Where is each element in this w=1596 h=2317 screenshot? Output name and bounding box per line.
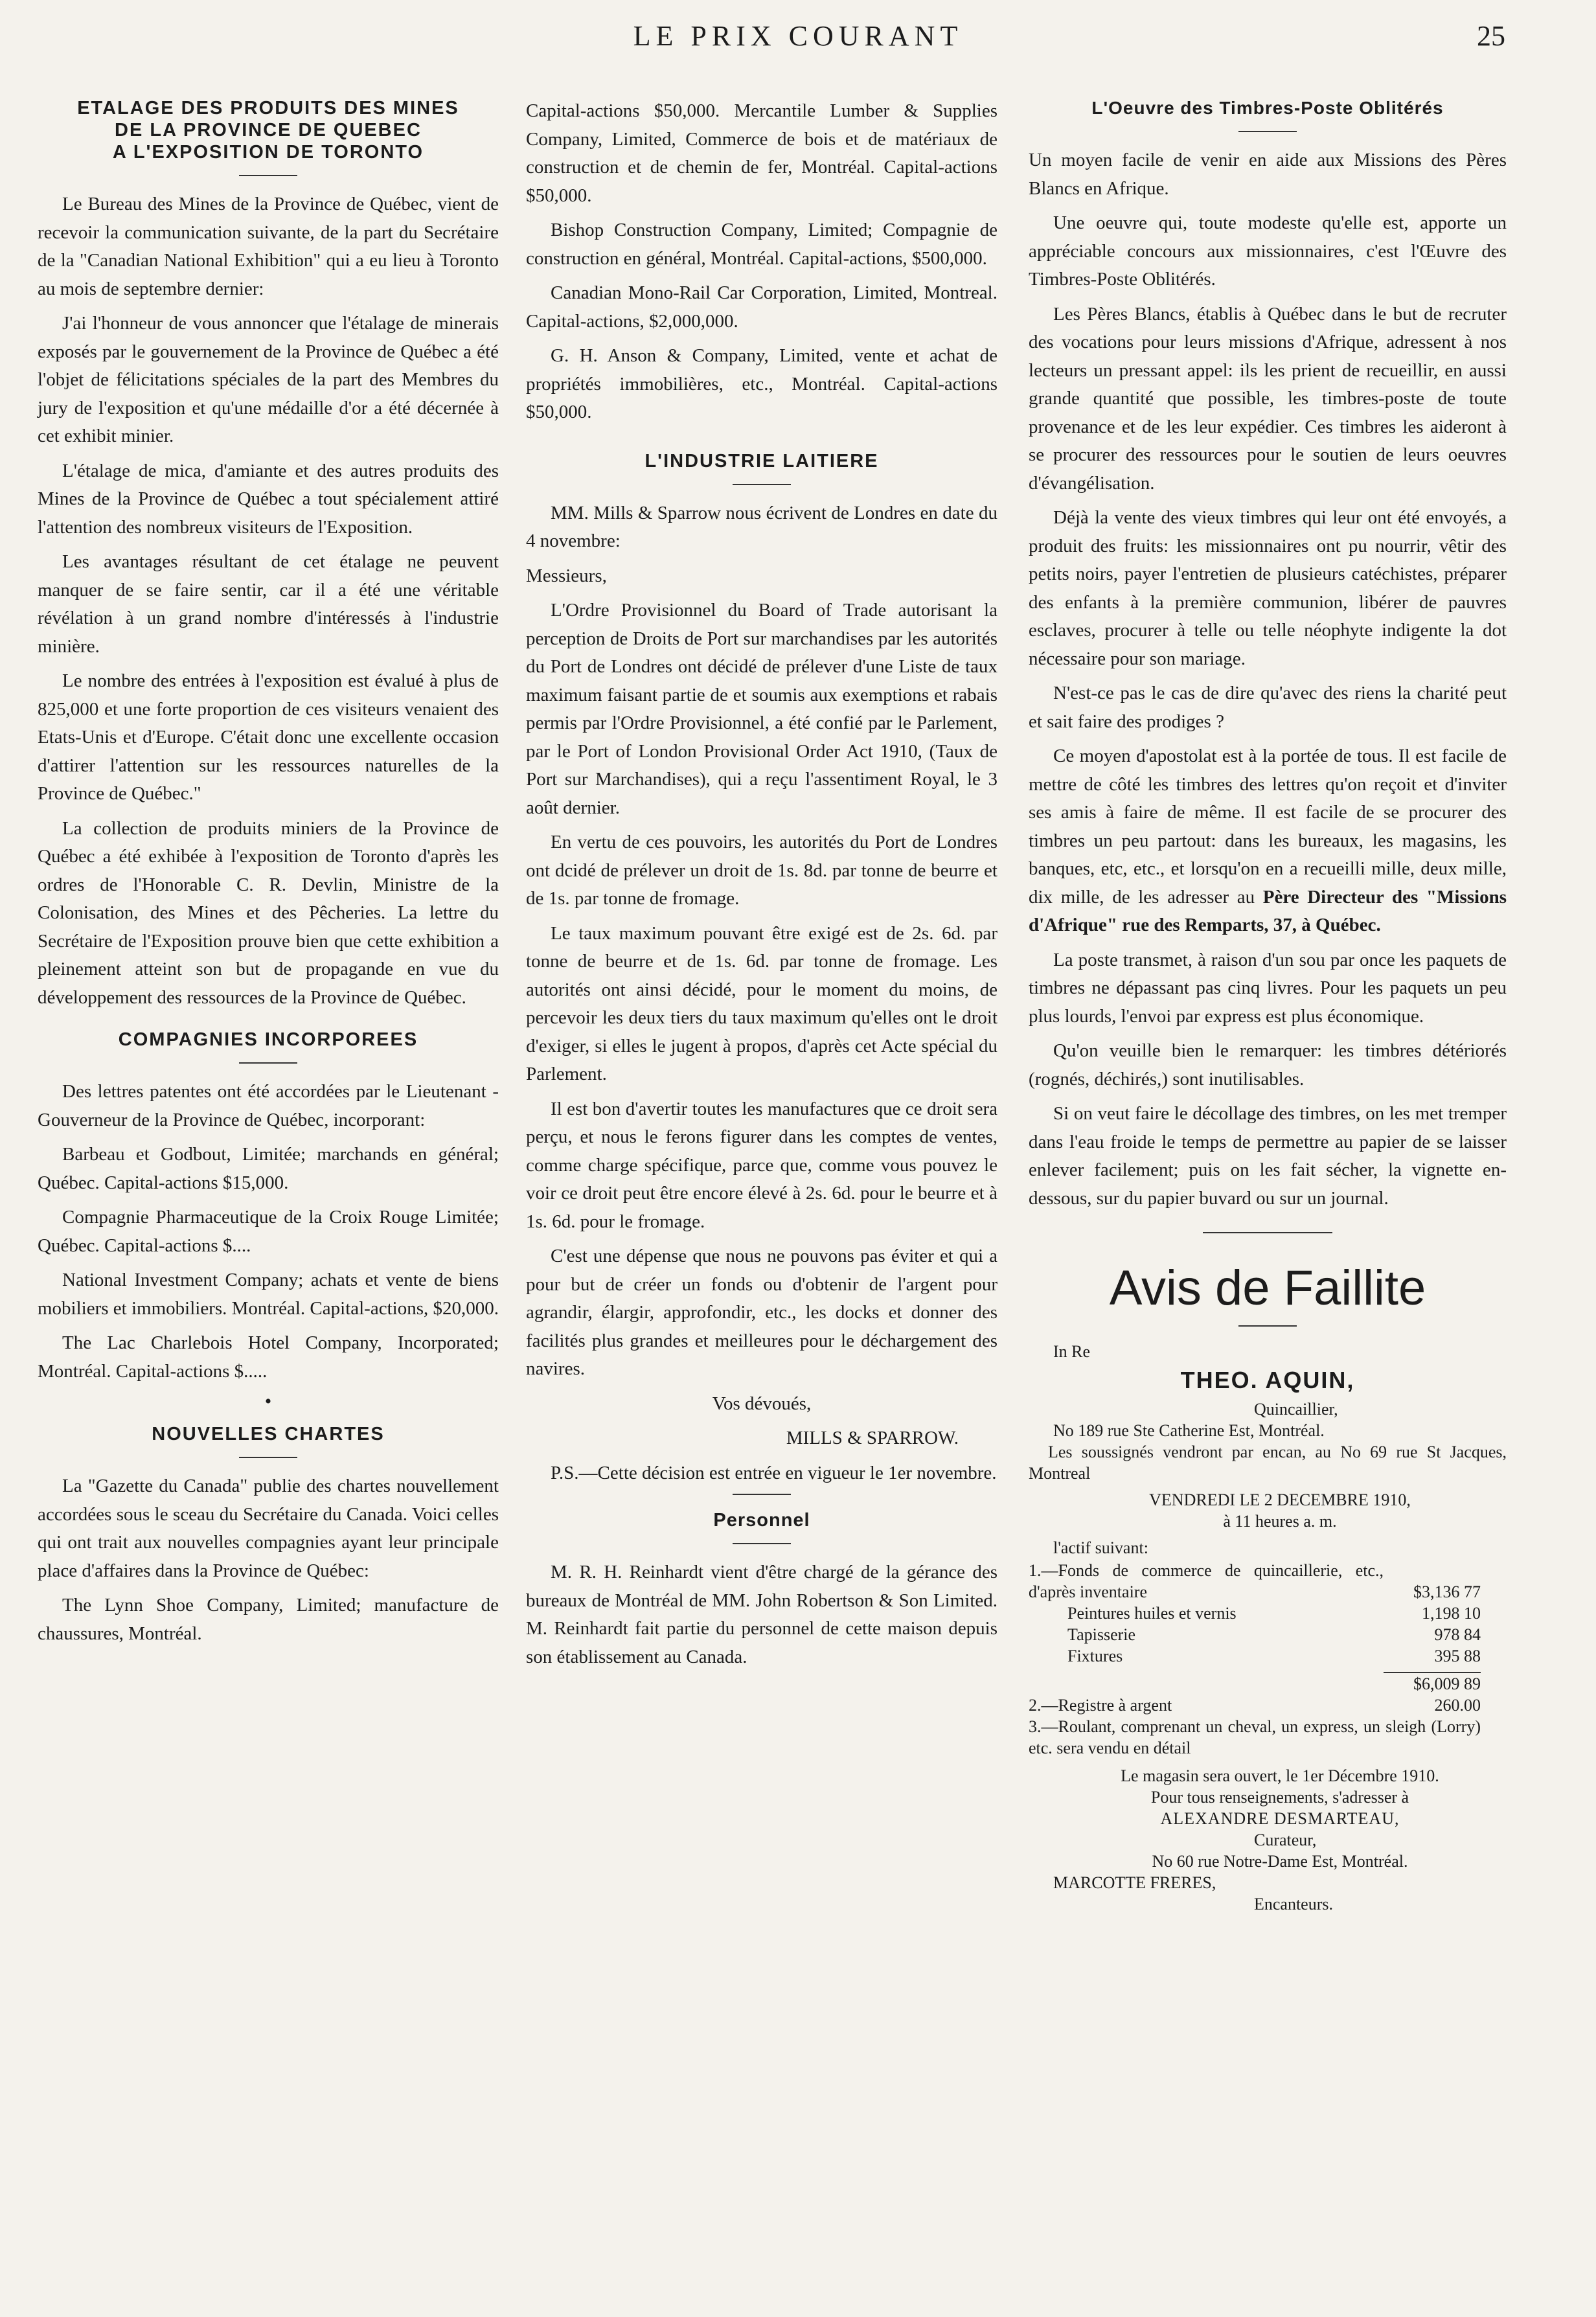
- laitiere-paragraph: Le taux maximum pouvant être exigé est de 2s. 6d. par tonne de beurre et de 1s. 6d. par tonne de fromage. Les autorités ont ainsi décidé, pour le moment du moins, de percevoir les deux tiers du taux maximum qu'elles ont le droit d'exiger, si elles le jugent à propos, d'après cet Acte spécial du Parlement.: [526, 922, 998, 1084]
- page-header: [0, 19, 1596, 65]
- personnel-paragraph: M. R. H. Reinhardt vient d'être chargé de la gérance des bureaux de Montréal de MM. John Robertson & Son Limited. M. Reinhardt fait partie du personnel de cette maison depuis son établissement au Canada.: [526, 1562, 998, 1667]
- auctioneers-name: MARCOTTE FRERES,: [1053, 1873, 1216, 1892]
- curator-role: Curateur,: [1254, 1831, 1317, 1849]
- bullet-separator: •: [264, 1391, 272, 1412]
- divider: [733, 484, 791, 485]
- etalage-paragraph: L'étalage de mica, d'amiante et des autres produits des Mines de la Province de Québec a tout spécialement attiré l'attention des nombreux visiteurs de l'Exposition.: [38, 460, 499, 538]
- laitiere-closing: Vos dévoués,: [712, 1393, 812, 1414]
- laitiere-title: L'INDUSTRIE LAITIERE: [644, 450, 879, 472]
- asset-row: [1029, 1603, 1507, 1624]
- debtor-trade: Quincaillier,: [1254, 1400, 1338, 1419]
- compagnies-paragraph: National Investment Company; achats et vente de biens mobiliers et immobiliers. Montréal. Capital-actions, $20,000.: [38, 1270, 499, 1319]
- timbres-title: L'Oeuvre des Timbres-Poste Oblitérés: [1091, 98, 1444, 118]
- divider: [1203, 1232, 1332, 1233]
- compagnies-paragraph: The Lac Charlebois Hotel Company, Incorporated; Montréal. Capital-actions $.....: [38, 1332, 499, 1382]
- compagnies-title: COMPAGNIES INCORPOREES: [118, 1029, 418, 1050]
- charter-paragraph: Canadian Mono-Rail Car Corporation, Limited, Montreal. Capital-actions, $2,000,000.: [526, 282, 998, 332]
- divider: [1238, 1325, 1297, 1327]
- actif-label: l'actif suivant:: [1053, 1538, 1148, 1557]
- divider: [733, 1494, 791, 1495]
- asset-list: [1029, 1560, 1507, 1759]
- laitiere-paragraph: L'Ordre Provisionnel du Board of Trade autorisant la perception de Droits de Port sur marchandises par les autorités du Port de Londres ont décidé de prélever d'une Liste de taux maximum faisant partie de et soumis aux exemptions et rabais permis par l'Ordre Provisionnel, a été confié par le Parlement, par le Port of London Provisional Order Act 1910, (Taux de Port sur Marchandises), qui a reçu l'assentiment Royal, le 3 août dernier.: [526, 600, 998, 818]
- sale-date: VENDREDI LE 2 DECEMBRE 1910,: [1149, 1490, 1411, 1509]
- journal-title: LE PRIX COURANT: [633, 20, 963, 52]
- info-note: Pour tous renseignements, s'adresser à: [1150, 1788, 1409, 1807]
- page-number: 25: [1477, 20, 1505, 52]
- etalage-title-line: ETALAGE DES PRODUITS DES MINES: [77, 98, 459, 119]
- timbres-paragraph: Une oeuvre qui, toute modeste qu'elle est, apporte un appréciable concours aux missionnaires, c'est l'Œuvre des Timbres-Poste Oblitérés.: [1029, 212, 1507, 290]
- column-3: [1029, 97, 1507, 1915]
- charter-paragraph: Bishop Construction Company, Limited; Compagnie de construction en général, Montréal. Capital-actions, $500,000.: [526, 220, 998, 269]
- charter-paragraph: G. H. Anson & Company, Limited, vente et achat de propriétés immobilières, etc., Montréal. Capital-actions $50,000.: [526, 345, 998, 422]
- divider: [239, 1457, 297, 1458]
- etalage-paragraph: La collection de produits miniers de la Province de Québec a été exhibée à l'exposition de Toronto d'après les ordres de l'Honorable C. R. Devlin, Ministre de la Colonisation, des Mines et des Pêcheries. La lettre du Secrétaire de l'Exposition prouve bien que cette exhibition a pleinement atteint son but de propagande en vue du développement des ressources de la Province de Québec.: [38, 817, 499, 1008]
- asset-label: 3.—Roulant, comprenant un cheval, un express, un sleigh (Lorry) etc. sera vendu en détail: [1029, 1717, 1481, 1757]
- asset-label: Fixtures: [1067, 1647, 1123, 1665]
- laitiere-intro: MM. Mills & Sparrow nous écrivent de Londres en date du 4 novembre:: [526, 502, 998, 551]
- in-re: In Re: [1053, 1342, 1091, 1361]
- timbres-paragraph: Un moyen facile de venir en aide aux Missions des Pères Blancs en Afrique.: [1029, 150, 1507, 199]
- etalage-paragraph: Le Bureau des Mines de la Province de Québec, vient de recevoir la communication suivante, de la part du Secrétaire de la "Canadian National Exhibition" qui a eu lieu à Toronto au mois de septembre dernier:: [38, 194, 499, 299]
- timbres-address: Père Directeur des "Missions d'Afrique" rue des Remparts, 37, à Québec.: [1029, 886, 1507, 935]
- chartes-paragraph: La "Gazette du Canada" publie des chartes nouvellement accordées sous le sceau du Secrétaire du Canada. Voici celles qui ont trait aux nouvelles compagnies ayant leur principale place d'affaires dans la Province de Québec:: [38, 1476, 499, 1581]
- column-1: [38, 97, 499, 1654]
- etalage-title-line: A L'EXPOSITION DE TORONTO: [112, 142, 424, 163]
- asset-value: 395 88: [1434, 1647, 1481, 1665]
- asset-label: Tapisserie: [1067, 1625, 1136, 1644]
- etalage-paragraph: J'ai l'honneur de vous annoncer que l'étalage de minerais exposés par le gouvernement de la Province de Québec a été l'objet de félicitations spéciales de la part des Membres du jury de l'exposition et qu'une médaille d'or a été décernée à cet exhibit minier.: [38, 313, 499, 446]
- etalage-title: [38, 97, 499, 163]
- divider: [239, 1062, 297, 1064]
- asset-row: [1029, 1624, 1507, 1645]
- laitiere-paragraph: C'est une dépense que nous ne pouvons pas éviter et qui a pour but de créer un fonds ou d'obtenir de l'argent pour agrandir, élargir, approfondir, etc., les docks et donner des facilités plus grandes et meilleures pour le déchargement des navires.: [526, 1246, 998, 1379]
- etalage-title-line: DE LA PROVINCE DE QUEBEC: [115, 120, 422, 141]
- compagnies-paragraph: Des lettres patentes ont été accordées par le Lieutenant - Gouverneur de la Province de Québec, incorporant:: [38, 1081, 499, 1130]
- asset-row: [1029, 1695, 1507, 1716]
- timbres-paragraph: N'est-ce pas le cas de dire qu'avec des riens la charité peut et sait faire des prodiges ?: [1029, 683, 1507, 732]
- timbres-paragraph: La poste transmet, à raison d'un sou par once les paquets de timbres ne dépassant pas cinq livres. Pour les paquets un peu plus lourds, l'envoi par express est plus économique.: [1029, 949, 1507, 1027]
- laitiere-paragraph: En vertu de ces pouvoirs, les autorités du Port de Londres ont dcidé de prélever un droit de 1s. 8d. par tonne de beurre et de 1s. par tonne de fromage.: [526, 832, 998, 909]
- asset-subtotal: $6,009 89: [1384, 1672, 1481, 1695]
- asset-value: 1,198 10: [1422, 1604, 1481, 1623]
- charter-paragraph: Capital-actions $50,000. Mercantile Lumber & Supplies Company, Limited, Commerce de bois et de matériaux de construction et de chemin de fer, Montréal. Capital-actions $50,000.: [526, 100, 998, 206]
- debtor-address: No 189 rue Ste Catherine Est, Montréal.: [1053, 1421, 1325, 1440]
- open-note: Le magasin sera ouvert, le 1er Décembre 1910.: [1121, 1766, 1439, 1785]
- chartes-paragraph: The Lynn Shoe Company, Limited; manufacture de chaussures, Montréal.: [38, 1595, 499, 1644]
- compagnies-paragraph: Barbeau et Godbout, Limitée; marchands en général; Québec. Capital-actions $15,000.: [38, 1144, 499, 1193]
- timbres-paragraph: Déjà la vente des vieux timbres qui leur ont été envoyés, a produit des fruits: les missionnaires ont pu nourrir, vêtir des petits noirs, payer l'entretien de plusieurs catéchistes, préparer des enfants à la première communion, libérer de pauvres esclaves, procurer à telle ou telle néophyte indigente la dot nécessaire pour son mariage.: [1029, 507, 1507, 669]
- asset-label: 2.—Registre à argent: [1029, 1696, 1172, 1715]
- timbres-paragraph: Si on veut faire le décollage des timbres, on les met tremper dans l'eau froide le temps de permettre au papier de se laisser enlever facilement; puis on les fait sécher, la vignette en-dessous, sur du papier buvard ou sur un journal.: [1029, 1103, 1507, 1209]
- debtor-name: THEO. AQUIN,: [1180, 1367, 1355, 1393]
- curator-address: No 60 rue Notre-Dame Est, Montréal.: [1152, 1852, 1408, 1871]
- asset-label: Peintures huiles et vernis: [1067, 1604, 1237, 1623]
- divider: [1238, 131, 1297, 132]
- asset-value: 260.00: [1434, 1696, 1481, 1715]
- curator-name: ALEXANDRE DESMARTEAU,: [1160, 1809, 1400, 1828]
- laitiere-salutation: Messieurs,: [526, 565, 607, 586]
- laitiere-signature: MILLS & SPARROW.: [786, 1428, 959, 1448]
- avis-title: Avis de Faillite: [1109, 1261, 1426, 1316]
- compagnies-paragraph: Compagnie Pharmaceutique de la Croix Rouge Limitée; Québec. Capital-actions $....: [38, 1207, 499, 1256]
- column-2: [526, 97, 998, 1678]
- asset-row: [1029, 1716, 1507, 1759]
- auctioneers-role: Encanteurs.: [1254, 1895, 1334, 1913]
- laitiere-ps: P.S.—Cette décision est entrée en vigueur le 1er novembre.: [551, 1462, 997, 1483]
- laitiere-paragraph: Il est bon d'avertir toutes les manufactures que ce droit sera perçu, et nous le ferons figurer dans les comptes de ventes, comme charge spécifique, parce que, comme vous pouvez le voir ce droit peut être encore élevé à 2s. 6d. pour le beurre et à 1s. 6d. pour le fromage.: [526, 1098, 998, 1232]
- personnel-title: Personnel: [713, 1510, 810, 1531]
- asset-value: $3,136 77: [1413, 1582, 1481, 1601]
- chartes-title: NOUVELLES CHARTES: [152, 1424, 385, 1444]
- faillite-notice: [1029, 1341, 1507, 1915]
- etalage-paragraph: Le nombre des entrées à l'exposition est évalué à plus de 825,000 et une forte proportion de ces visiteurs venaient des Etats-Unis et d'Europe. C'était donc une excellente occasion d'attirer l'attention sur les ressources naturelles de la Province de Québec.": [38, 670, 499, 804]
- sale-intro: Les soussignés vendront par encan, au No 69 rue St Jacques, Montreal: [1029, 1443, 1507, 1483]
- timbres-paragraph: Les Pères Blancs, établis à Québec dans le but de recruter des vocations pour leurs missions d'Afrique, adressent à nos lecteurs un pressant appel: ils les prient de recueillir, en aussi grande quantité que possible, les timbres-poste de toute provenance et de les leur expédier. Ces timbres les aideront à se procurer des ressources pour le soutien de leurs oeuvres d'évangélisation.: [1029, 303, 1507, 494]
- timbres-paragraph: Qu'on veuille bien le remarquer: les timbres détériorés (rognés, déchirés,) sont inutilisables.: [1029, 1040, 1507, 1090]
- asset-row: [1029, 1645, 1507, 1667]
- etalage-paragraph: Les avantages résultant de cet étalage ne peuvent manquer de se faire sentir, car il a été une véritable révélation à un grand nombre d'intéressés à l'industrie minière.: [38, 551, 499, 657]
- asset-row: [1029, 1560, 1507, 1603]
- asset-label: 1.—Fonds de commerce de quincaillerie, etc., d'après inventaire: [1029, 1561, 1384, 1601]
- timbres-apostolat-text: Ce moyen d'apostolat est à la portée de tous. Il est facile de mettre de côté les timbres des lettres qu'on reçoit et d'inviter ses amis à faire de même. Il est facile de se procurer des timbres un peu partout: dans les bureaux, les magasins, les banques, etc, etc., et lorsqu'on en a recueilli mille, deux mille, dix mille, de les adresser au: [1029, 746, 1507, 907]
- divider: [239, 175, 297, 176]
- asset-value: 978 84: [1434, 1625, 1481, 1644]
- asset-subtotal-row: [1029, 1672, 1507, 1695]
- divider: [733, 1543, 791, 1544]
- sale-time: à 11 heures a. m.: [1223, 1512, 1337, 1531]
- timbres-paragraph: [1029, 742, 1507, 940]
